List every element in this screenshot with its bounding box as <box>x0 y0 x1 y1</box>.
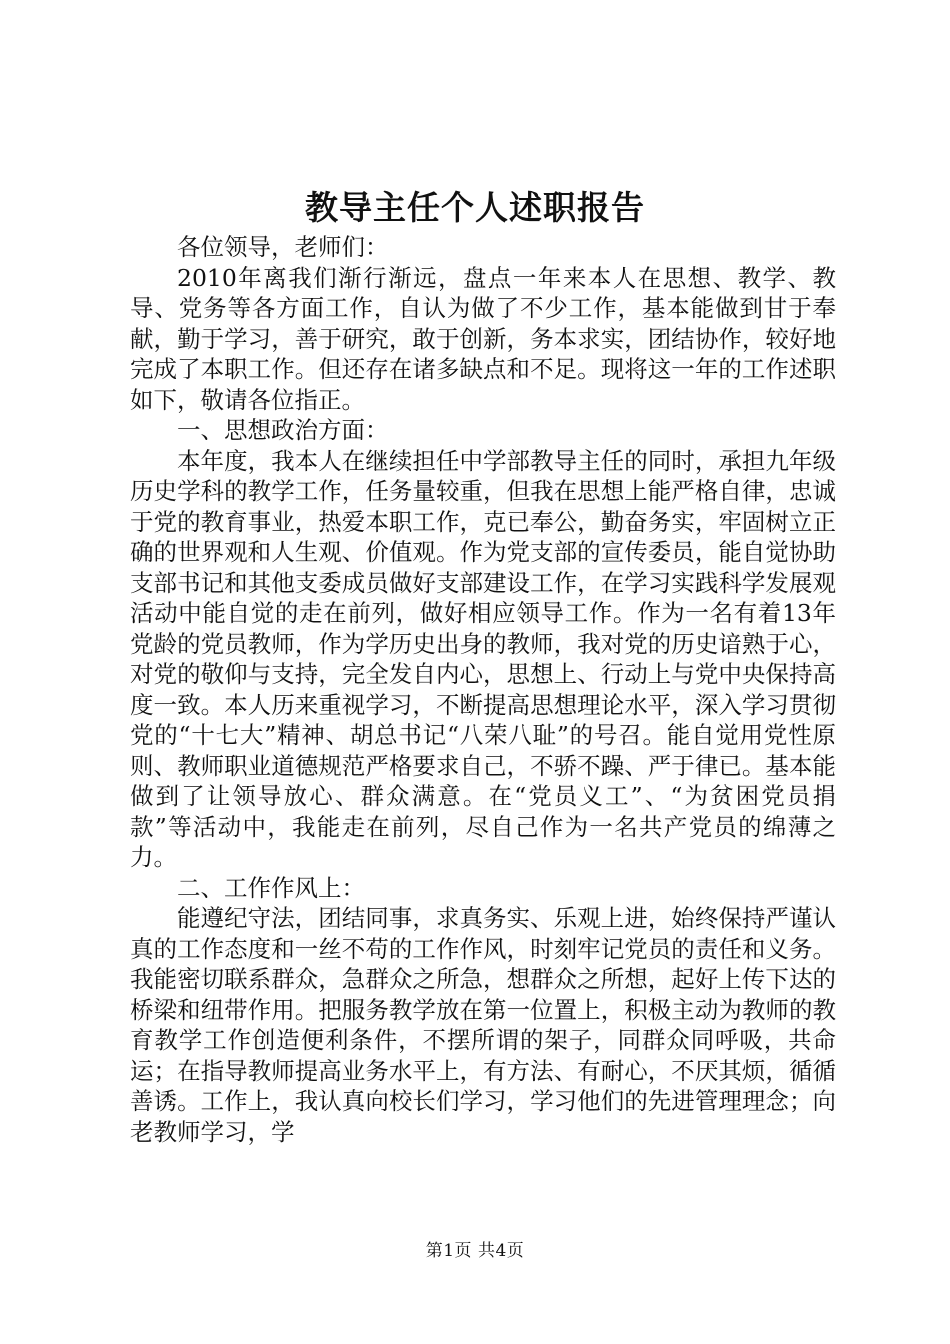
paragraph-intro: 2010年离我们渐行渐远，盘点一年来本人在思想、教学、教导、党务等各方面工作，自认为做了不少工作，基本能做到甘于奉献，勤于学习，善于研究，敢于创新，务本求实，团结协作，较好地完成了本职工作。但还存在诸多缺点和不足。现将这一年的工作述职如下，敬请各位指正。 <box>130 263 836 414</box>
document-title: 教导主任个人述职报告 <box>305 188 645 227</box>
salutation: 各位领导，老师们： <box>177 233 389 261</box>
document-body <box>130 232 836 1147</box>
paragraph-section-2: 能遵纪守法，团结同事，求真务实、乐观上进，始终保持严谨认真的工作态度和一丝不苟的工作作风，时刻牢记党员的责任和义务。我能密切联系群众，急群众之所急，想群众之所想，起好上传下达的桥梁和纽带作用。把服务教学放在第一位置上，积极主动为教师的教育教学工作创造便利条件，不摆所谓的架子，同群众同呼吸，共命运；在指导教师提高业务水平上，有方法、有耐心，不厌其烦，循循善诱。工作上，我认真向校长们学习，学习他们的先进管理理念；向老教师学习，学 <box>130 904 836 1146</box>
section-heading-2: 二、工作作风上： <box>177 873 365 902</box>
paragraph-section-1: 本年度，我本人在继续担任中学部教导主任的同时，承担九年级历史学科的教学工作，任务量较重，但我在思想上能严格自律，忠诚于党的教育事业，热爱本职工作，克已奉公，勤奋务实，牢固树立正确的世界观和人生观、价值观。作为党支部的宣传委员，能自觉协助支部书记和其他支委成员做好支部建设工作，在学习实践科学发展观活动中能自觉的走在前列，做好相应领导工作。作为一名有着13年党龄的党员教师，作为学历史出身的教师，我对党的历史谙熟于心，对党的敬仰与支持，完全发自内心，思想上、行动上与党中央保持高度一致。本人历来重视学习，不断提高思想理论水平，深入学习贯彻党的“十七大”精神、胡总书记“八荣八耻”的号召。能自觉用党性原则、教师职业道德规范严格要求自己，不骄不躁、严于律已。基本能做到了让领导放心、群众满意。在“党员义工”、“为贫困党员捐款”等活动中，我能走在前列，尽自己作为一名共产党员的绵薄之力。 <box>130 446 836 871</box>
section-heading-1: 一、思想政治方面： <box>177 416 389 444</box>
page-number: 第1页 共4页 <box>425 1241 525 1261</box>
